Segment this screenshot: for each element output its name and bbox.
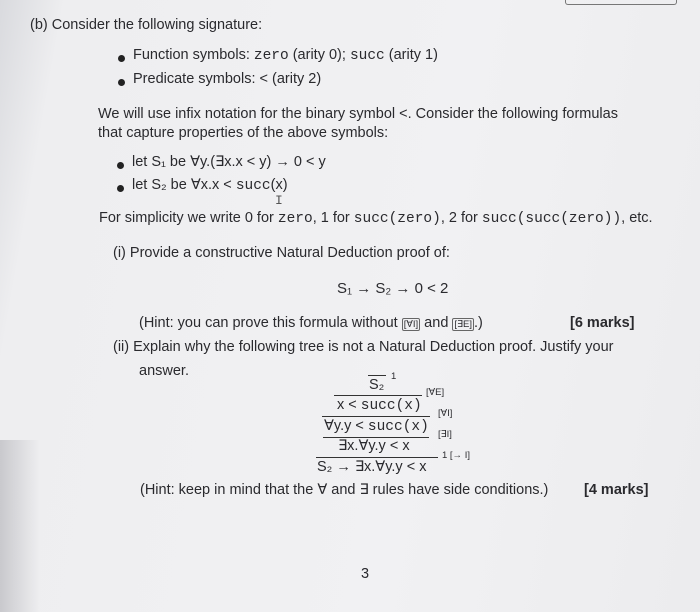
infix-text-line-2: that capture properties of the above symbols: <box>98 125 389 141</box>
part-b-heading: (b) Consider the following signature: <box>30 17 263 33</box>
bullet-dot <box>117 185 124 192</box>
tree-conclusion: S₂ → ∃x.∀y.y < x <box>317 459 427 475</box>
text-cursor-icon: I <box>275 193 283 208</box>
question-ii-hint: (Hint: keep in mind that the ∀ and ∃ rules have side conditions.) <box>140 482 549 498</box>
tree-rule-4: 1 [→ I] <box>442 450 470 461</box>
infix-text-line-1: We will use infix notation for the binary symbol <. Consider the following formulas <box>98 106 618 122</box>
question-i-marks: [6 marks] <box>570 315 635 331</box>
rule-all-intro-tag: [∀I] <box>403 319 419 330</box>
formula-s2: let S₂ be ∀x.x < succ(x) <box>132 177 288 194</box>
page-number: 3 <box>361 566 370 582</box>
page-edge-shadow <box>0 440 40 612</box>
bullet-dot <box>117 162 124 169</box>
tree-rule-1: [∀E] <box>426 387 445 398</box>
tree-rule-3: [∃I] <box>438 429 452 440</box>
tree-step-3: ∃x.∀y.y < x <box>338 438 410 454</box>
simplicity-note: For simplicity we write 0 for zero, 1 for succ(zero), 2 for succ(succ(zero)), etc. <box>99 210 653 227</box>
tree-assumption: S₂ <box>369 377 385 393</box>
question-i-hint: (Hint: you can prove this formula without [∀I] and [∃E] .) <box>139 315 483 331</box>
question-ii-marks: [4 marks] <box>584 482 649 498</box>
predicate-symbols-line: Predicate symbols: < (arity 2) <box>133 71 322 87</box>
question-i-formula: S₁ → S₂ → 0 < 2 <box>337 280 449 297</box>
formula-s1: let S₁ be ∀y.(∃x.x < y) → 0 < y <box>132 154 326 170</box>
tree-step-1: x < succ(x) <box>337 397 422 414</box>
rule-exists-elim-tag: [∃E] <box>454 319 473 330</box>
bullet-dot <box>118 79 125 86</box>
tree-step-2: ∀y.y < succ(x) <box>324 418 429 435</box>
tree-assumption-label: 1 <box>391 371 397 382</box>
top-margin-box <box>565 0 677 5</box>
assumption-bar <box>368 375 386 376</box>
question-ii-line-2: answer. <box>139 363 189 379</box>
inference-bar-4 <box>316 457 438 458</box>
question-i-prompt: (i) Provide a constructive Natural Deduction proof of: <box>113 245 450 261</box>
inference-bar-2 <box>322 416 430 417</box>
inference-bar-1 <box>334 395 422 396</box>
function-symbols-line: Function symbols: zero (arity 0); succ (arity 1) <box>133 47 438 64</box>
tree-rule-2: [∀I] <box>438 408 453 419</box>
question-ii-line-1: (ii) Explain why the following tree is not a Natural Deduction proof. Justify your <box>113 339 614 355</box>
bullet-dot <box>118 55 125 62</box>
